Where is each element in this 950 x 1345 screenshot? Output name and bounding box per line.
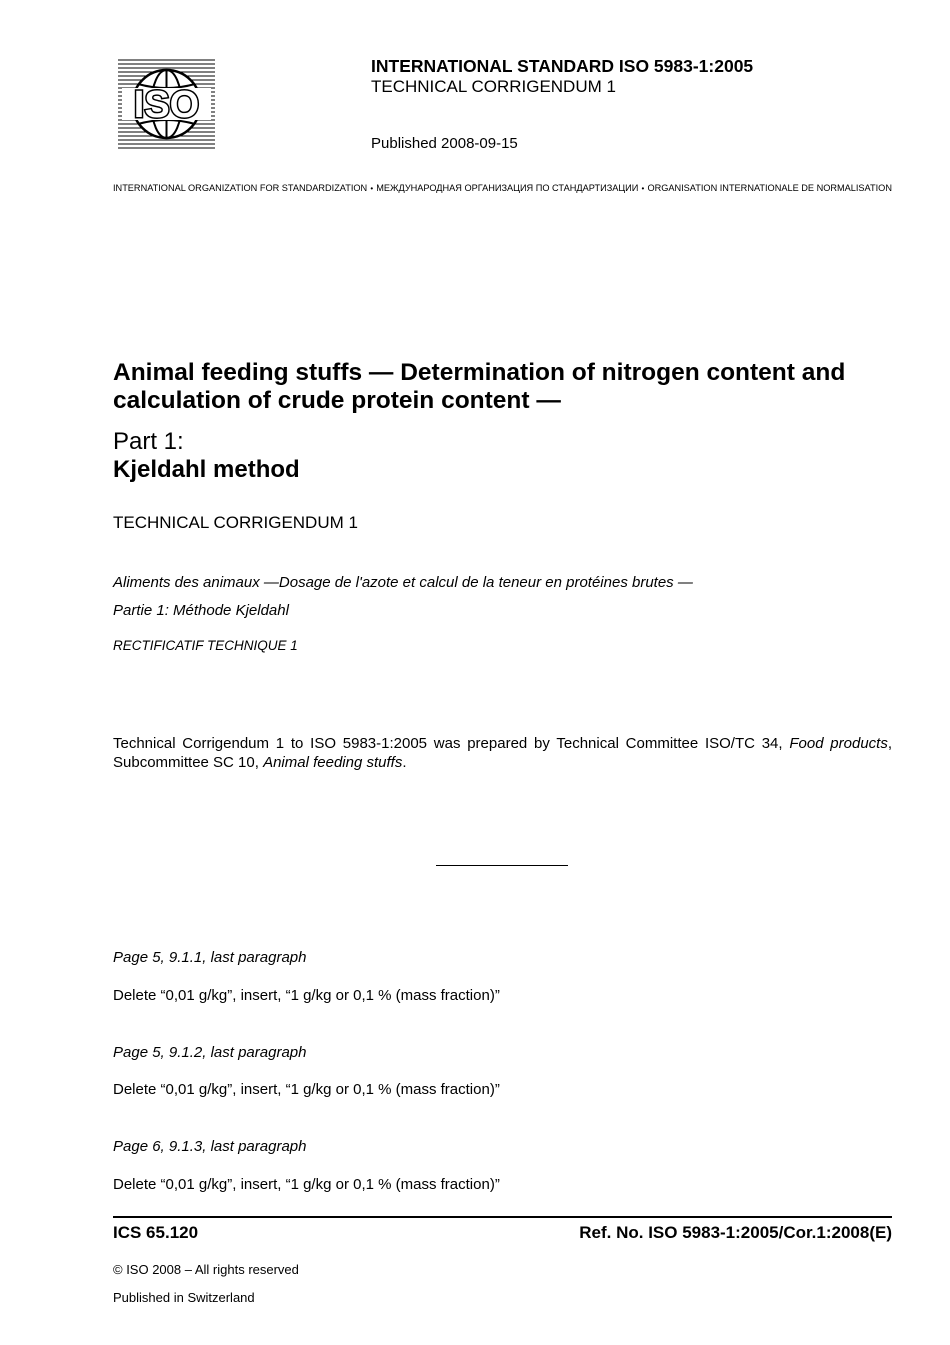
published-location: Published in Switzerland <box>113 1290 255 1305</box>
separator-line <box>436 865 568 866</box>
published-date: Published 2008-09-15 <box>371 135 518 152</box>
copyright-notice: © ISO 2008 – All rights reserved <box>113 1262 299 1277</box>
part-name: Kjeldahl method <box>113 456 300 483</box>
committee-name: Food products <box>789 735 888 752</box>
bullet-separator: • <box>641 183 645 193</box>
correction-location: Page 5, 9.1.2, last paragraph <box>113 1044 307 1061</box>
org-name-french: ORGANISATION INTERNATIONALE DE NORMALISATION <box>647 183 892 193</box>
corrigendum-label: TECHNICAL CORRIGENDUM 1 <box>113 513 358 532</box>
footer-rule <box>113 1216 892 1218</box>
preparation-statement: Technical Corrigendum 1 to ISO 5983-1:2005 was prepared by Technical Committee ISO/TC 34, Food products, Subcommittee SC 10, Animal feeding stuffs. <box>113 735 893 771</box>
correction-location: Page 5, 9.1.1, last paragraph <box>113 949 307 966</box>
organization-line <box>113 183 892 193</box>
document-title: Animal feeding stuffs — Determination of nitrogen content and calculation of crude protein content — <box>113 359 846 414</box>
iso-logo-text: ISO <box>133 84 200 126</box>
correction-text: Delete “0,01 g/kg”, insert, “1 g/kg or 0,1 % (mass fraction)” <box>113 1176 500 1193</box>
org-name-russian: МЕЖДУНАРОДНАЯ ОРГАНИЗАЦИЯ ПО СТАНДАРТИЗАЦИИ <box>376 183 639 193</box>
subcommittee-name: Animal feeding stuffs <box>263 754 403 771</box>
org-name-english: INTERNATIONAL ORGANIZATION FOR STANDARDIZATION <box>113 183 368 193</box>
ics-code: ICS 65.120 <box>113 1223 199 1242</box>
correction-location: Page 6, 9.1.3, last paragraph <box>113 1138 307 1155</box>
bullet-separator: • <box>370 183 374 193</box>
reference-number: Ref. No. ISO 5983-1:2005/Cor.1:2008(E) <box>579 1223 892 1242</box>
french-title: Aliments des animaux —Dosage de l'azote et calcul de la teneur en protéines brutes — <box>113 574 693 591</box>
standard-title: INTERNATIONAL STANDARD ISO 5983-1:2005 <box>371 56 754 76</box>
french-part: Partie 1: Méthode Kjeldahl <box>113 602 289 619</box>
part-label: Part 1: <box>113 428 184 455</box>
correction-text: Delete “0,01 g/kg”, insert, “1 g/kg or 0,1 % (mass fraction)” <box>113 987 500 1004</box>
french-rectificatif: RECTIFICATIF TECHNIQUE 1 <box>113 638 298 653</box>
standard-subtitle: TECHNICAL CORRIGENDUM 1 <box>371 77 616 96</box>
iso-logo <box>118 58 215 151</box>
correction-text: Delete “0,01 g/kg”, insert, “1 g/kg or 0,1 % (mass fraction)” <box>113 1081 500 1098</box>
